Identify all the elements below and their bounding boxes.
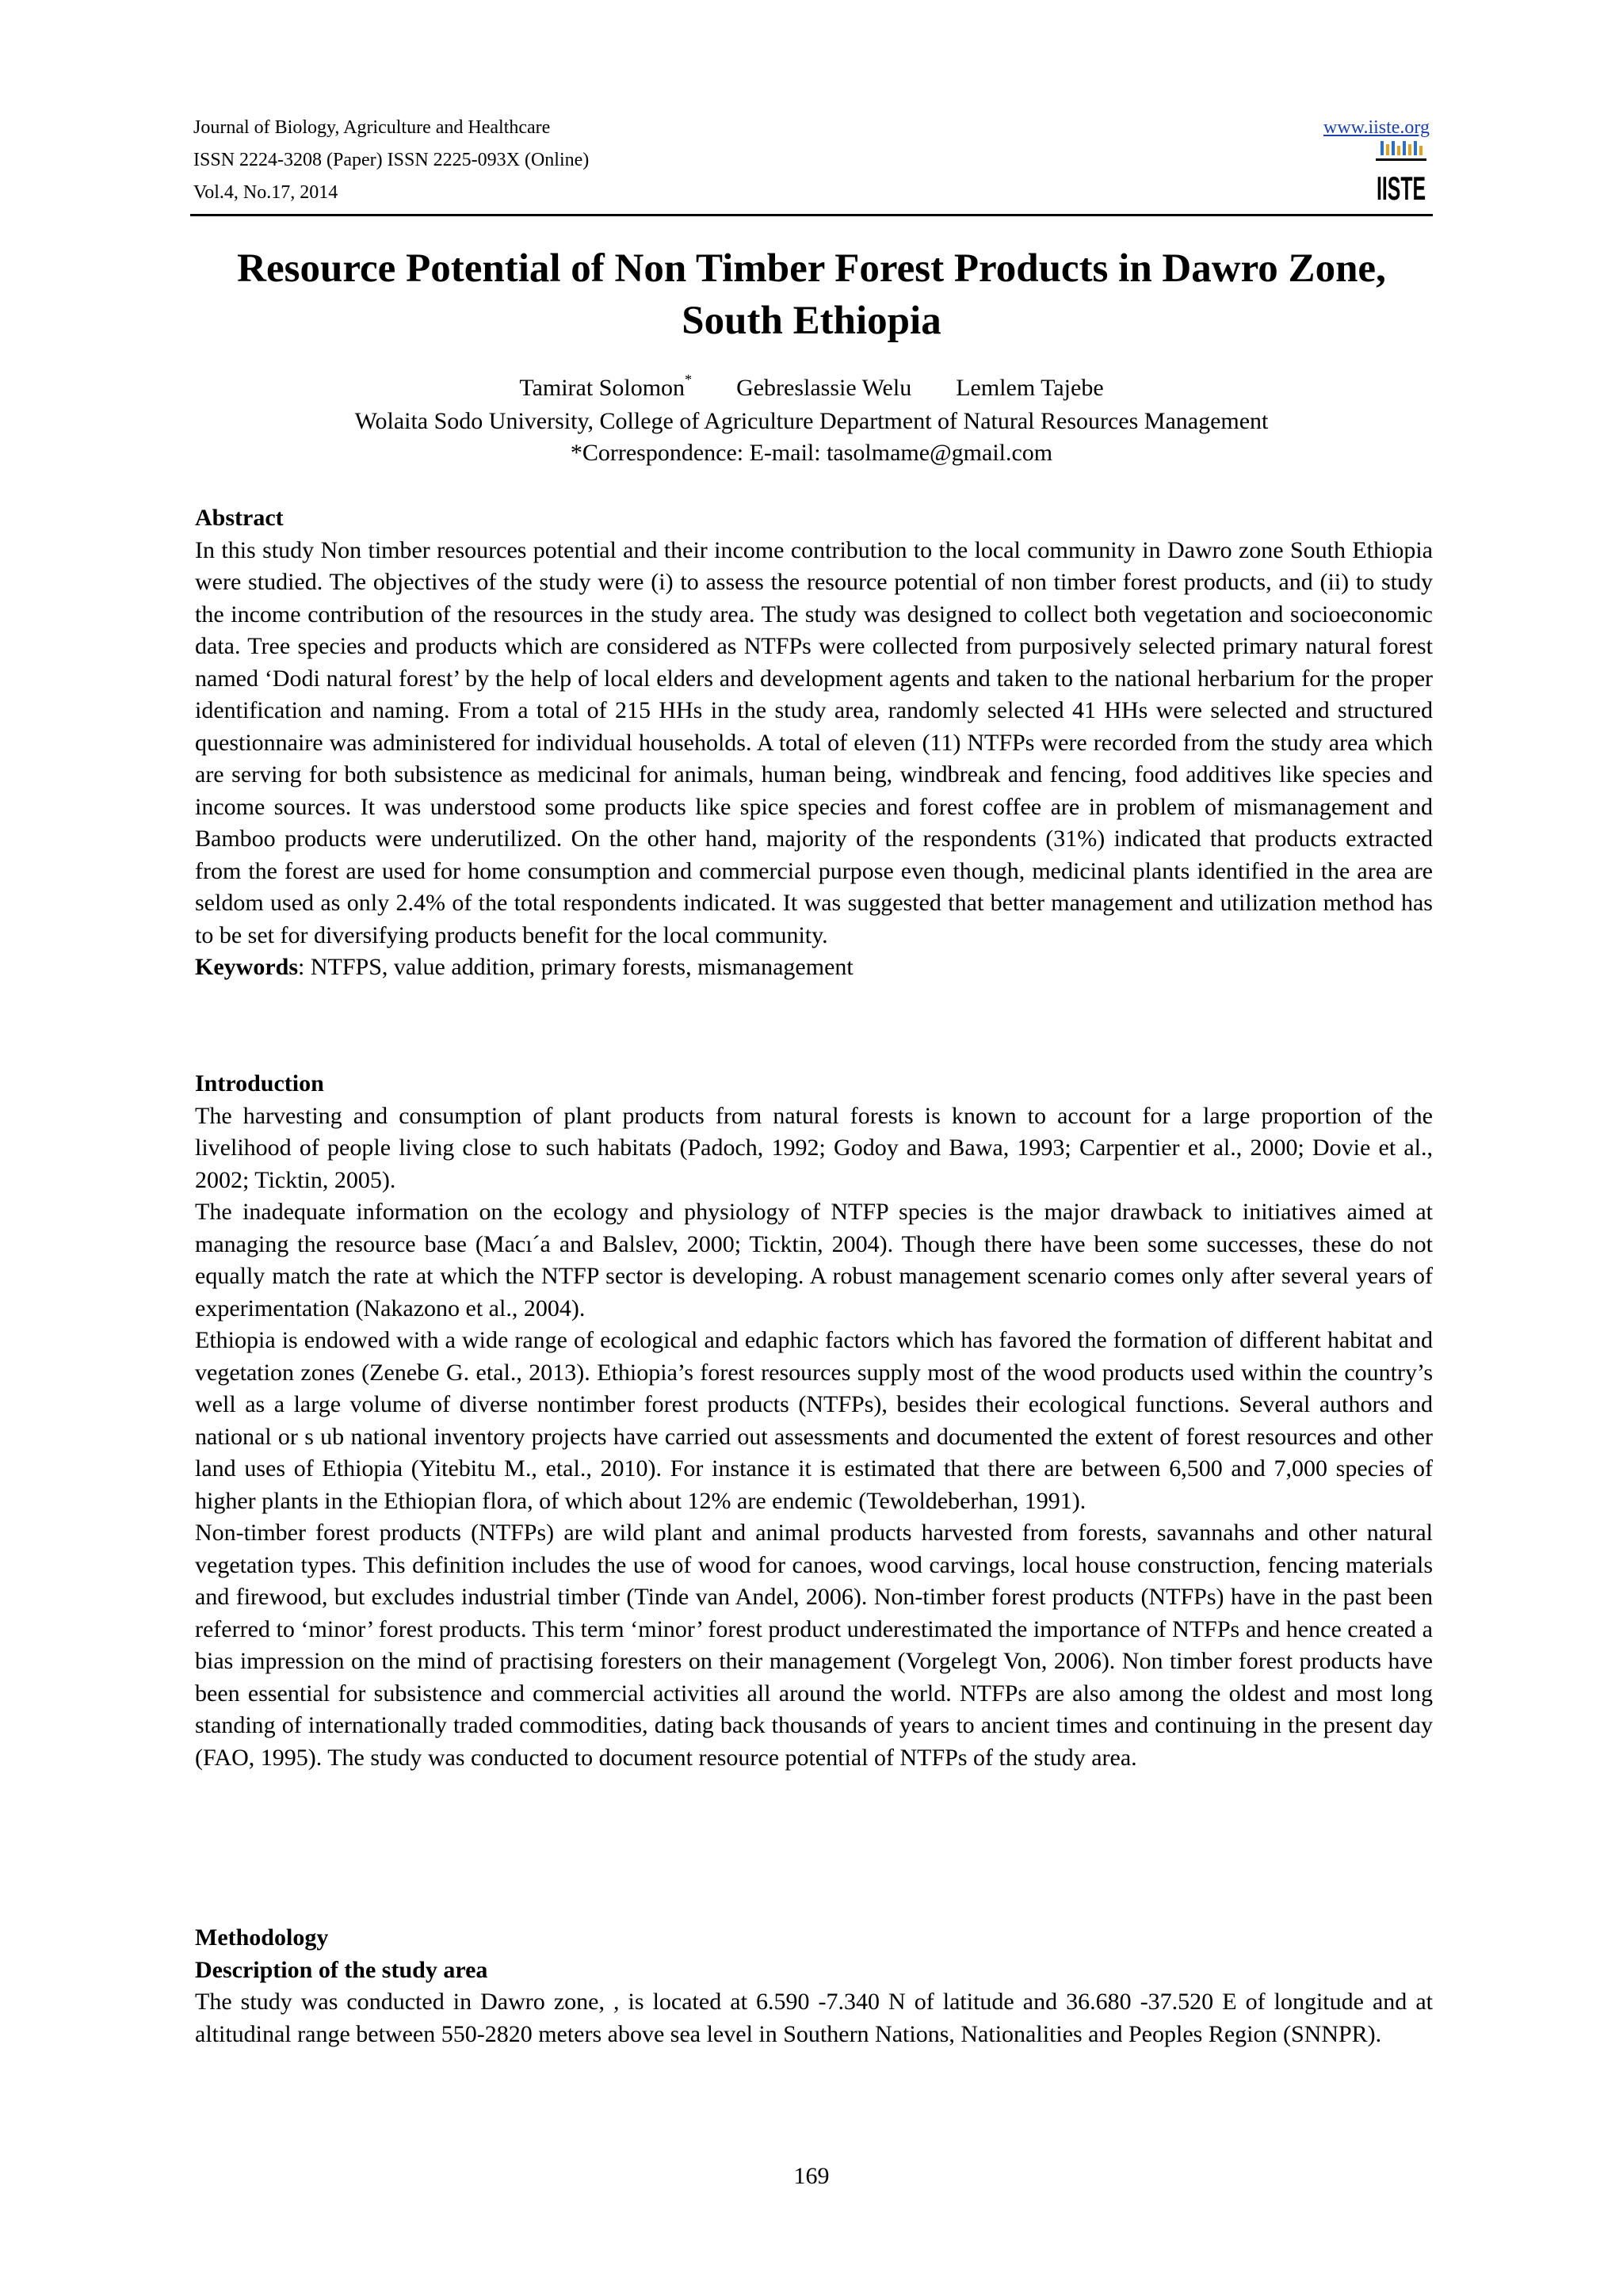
header-rule <box>190 214 1433 216</box>
keywords-line <box>195 952 1433 984</box>
correspondence: *Correspondence: E-mail: tasolmame@gmail.com <box>570 440 1053 466</box>
author-3: Lemlem Tajebe <box>956 375 1104 401</box>
abstract-text: In this study Non timber resources potential and their income contribution to the local community in Dawro zone South Ethiopia were studied. The objectives of the study were (i) to assess the resource potential of non timber forest products, and (ii) to study the income contribution of the resources in the study area. The study was designed to collect both vegetation and socioeconomic data. Tree species and products which are considered as NTFPs were collected from purposively selected primary natural forest named ‘Dodi natural forest’ by the help of local elders and development agents and taken to the national herbarium for the proper identification and naming. From a total of 215 HHs in the study area, randomly selected 41 HHs were selected and structured questionnaire was administered for individual households. A total of eleven (11) NTFPs were recorded from the study area which are serving for both subsistence as medicinal for animals, human being, windbreak and fencing, food additives like species and income sources. It was understood some products like spice species and forest coffee are in problem of mismanagement and Bamboo products were underutilized. On the other hand, majority of the respondents (31%) indicated that products extracted from the forest are used for home consumption and commercial purpose even though, medicinal plants identified in the area are seldom used as only 2.4% of the total respondents indicated. It was suggested that better management and utilization method has to be set for diversifying products benefit for the local community. <box>195 536 1433 948</box>
author-1: Tamirat Solomon <box>519 375 685 401</box>
journal-website-link[interactable]: www.iiste.org <box>1323 117 1430 138</box>
intro-paragraph-3: Ethiopia is endowed with a wide range of ecological and edaphic factors which has favored the formation of different habitat and vegetation zones (Zenebe G. etal., 2013). Ethiopia’s forest resources supply most of the wood products used within the country’s well as a large volume of diverse nontimber forest products (NTFPs), besides their ecological functions. Several authors and national or s ub national inventory projects have carried out assessments and documented the extent of forest resources and other land uses of Ethiopia (Yitebitu M., etal., 2010). For instance it is estimated that there are between 6,500 and 7,000 species of higher plants in the Ethiopian flora, of which about 12% are endemic (Tewoldeberhan, 1991). <box>195 1327 1433 1514</box>
author-2: Gebreslassie Welu <box>736 375 912 401</box>
introduction-heading: Introduction <box>195 1070 324 1097</box>
keywords-text: : NTFPS, value addition, primary forests, mismanagement <box>298 954 854 980</box>
abstract-section <box>195 502 1433 984</box>
iiste-logo-text: IISTE <box>1377 170 1426 207</box>
page-number: 169 <box>793 2163 830 2189</box>
paper-title: Resource Potential of Non Timber Forest Products in Dawro Zone, South Ethiopia <box>237 246 1386 343</box>
journal-issn: ISSN 2224-3208 (Paper) ISSN 2225-093X (Online) <box>193 150 590 170</box>
intro-paragraph-2: The inadequate information on the ecology and physiology of NTFP species is the major drawback to initiatives aimed at managing the resource base (Macı´a and Balslev, 2000; Ticktin, 2004). Though there have been some successes, these do not equally match the rate at which the NTFP sector is developing. A robust management scenario comes only after several years of experimentation (Nakazono et al., 2004). <box>195 1199 1433 1322</box>
introduction-section <box>195 1068 1433 1774</box>
journal-name: Journal of Biology, Agriculture and Healthcare <box>193 117 551 138</box>
abstract-heading: Abstract <box>195 505 284 531</box>
journal-volume: Vol.4, No.17, 2014 <box>193 182 338 203</box>
methodology-text: The study was conducted in Dawro zone, , is located at 6.590 -7.340 N of latitude and 36.680 -37.520 E of longitude and at altitudinal range between 550-2820 meters above sea level in Southern Nations, Nationalities and Peoples Region (SNNPR). <box>195 1989 1433 2047</box>
affiliation: Wolaita Sodo University, College of Agriculture Department of Natural Resources Management <box>354 408 1269 434</box>
author-line <box>190 372 1433 404</box>
methodology-section <box>195 1922 1433 2050</box>
study-area-subheading: Description of the study area <box>195 1956 488 1983</box>
keywords-label: Keywords <box>195 954 298 980</box>
methodology-heading: Methodology <box>195 1924 329 1951</box>
intro-paragraph-1: The harvesting and consumption of plant products from natural forests is known to account for a large proportion of the livelihood of people living close to such habitats (Padoch, 1992; Godoy and Bawa, 1993; Carpentier et al., 2000; Dovie et al., 2002; Ticktin, 2005). <box>195 1102 1433 1193</box>
intro-paragraph-4: Non-timber forest products (NTFPs) are wild plant and animal products harvested from forests, savannahs and other natural vegetation types. This definition includes the use of wood for canoes, wood carvings, local house construction, fencing materials and firewood, but excludes industrial timber (Tinde van Andel, 2006). Non-timber forest products (NTFPs) have in the past been referred to ‘minor’ forest products. This term ‘minor’ forest product underestimated the importance of NTFPs and hence created a bias impression on the mind of practising foresters on their management (Vorgelegt Von, 2006). Non timber forest products have been essential for subsistence and commercial activities all around the world. NTFPs are also among the oldest and most long standing of internationally traded commodities, dating back thousands of years to ancient times and continuing in the present day (FAO, 1995). The study was conducted to document resource potential of NTFPs of the study area. <box>195 1520 1433 1771</box>
iiste-logo-wordmark <box>1376 165 1426 206</box>
author-1-mark: * <box>685 372 693 387</box>
